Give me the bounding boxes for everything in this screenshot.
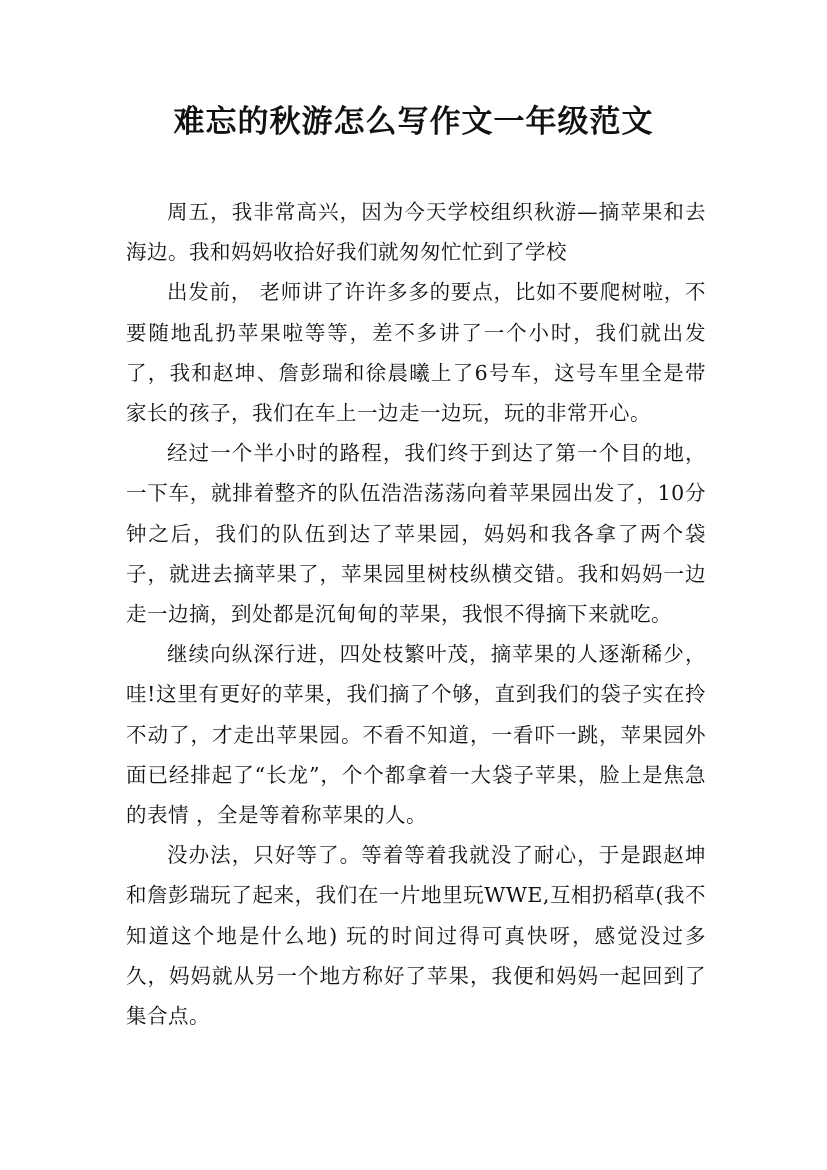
paragraph-4: 继续向纵深行进，四处枝繁叶茂，摘苹果的人逐渐稀少，哇!这里有更好的苹果，我们摘了个够，直到我们的袋子实在拎不动了，才走出苹果园。不看不知道，一看吓一跳，苹果园外面已经排起了“长龙”，个个都拿着一大袋子苹果，脸上是焦急的表情 ，全是等着称苹果的人。 bbox=[126, 642, 706, 828]
document-body bbox=[126, 192, 706, 1036]
paragraph-3: 经过一个半小时的路程，我们终于到达了第一个目的地，一下车，就排着整齐的队伍浩浩荡荡向着苹果园出发了，10分钟之后，我们的队伍到达了苹果园，妈妈和我各拿了两个袋子，就进去摘苹果了，苹果园里树枝纵横交错。我和妈妈一边走一边摘，到处都是沉甸甸的苹果，我恨不得摘下来就吃。 bbox=[126, 441, 706, 627]
paragraph-1: 周五，我非常高兴，因为今天学校组织秋游—摘苹果和去海边。我和妈妈收拾好我们就匆匆忙忙到了学校 bbox=[126, 200, 706, 265]
paragraph-2: 出发前， 老师讲了许许多多的要点，比如不要爬树啦，不要随地乱扔苹果啦等等，差不多讲了一个小时，我们就出发了，我和赵坤、詹彭瑞和徐晨曦上了6号车，这号车里全是带家长的孩子，我们在车上一边走一边玩，玩的非常开心。 bbox=[126, 280, 706, 426]
paragraph-5: 没办法，只好等了。等着等着我就没了耐心，于是跟赵坤和詹彭瑞玩了起来，我们在一片地里玩WWE,互相扔稻草(我不知道这个地是什么地) 玩的时间过得可真快呀，感觉没过多久，妈妈就从另一个地方称好了苹果，我便和妈妈一起回到了集合点。 bbox=[126, 843, 706, 1029]
document-title: 难忘的秋游怎么写作文一年级范文 bbox=[173, 104, 654, 140]
